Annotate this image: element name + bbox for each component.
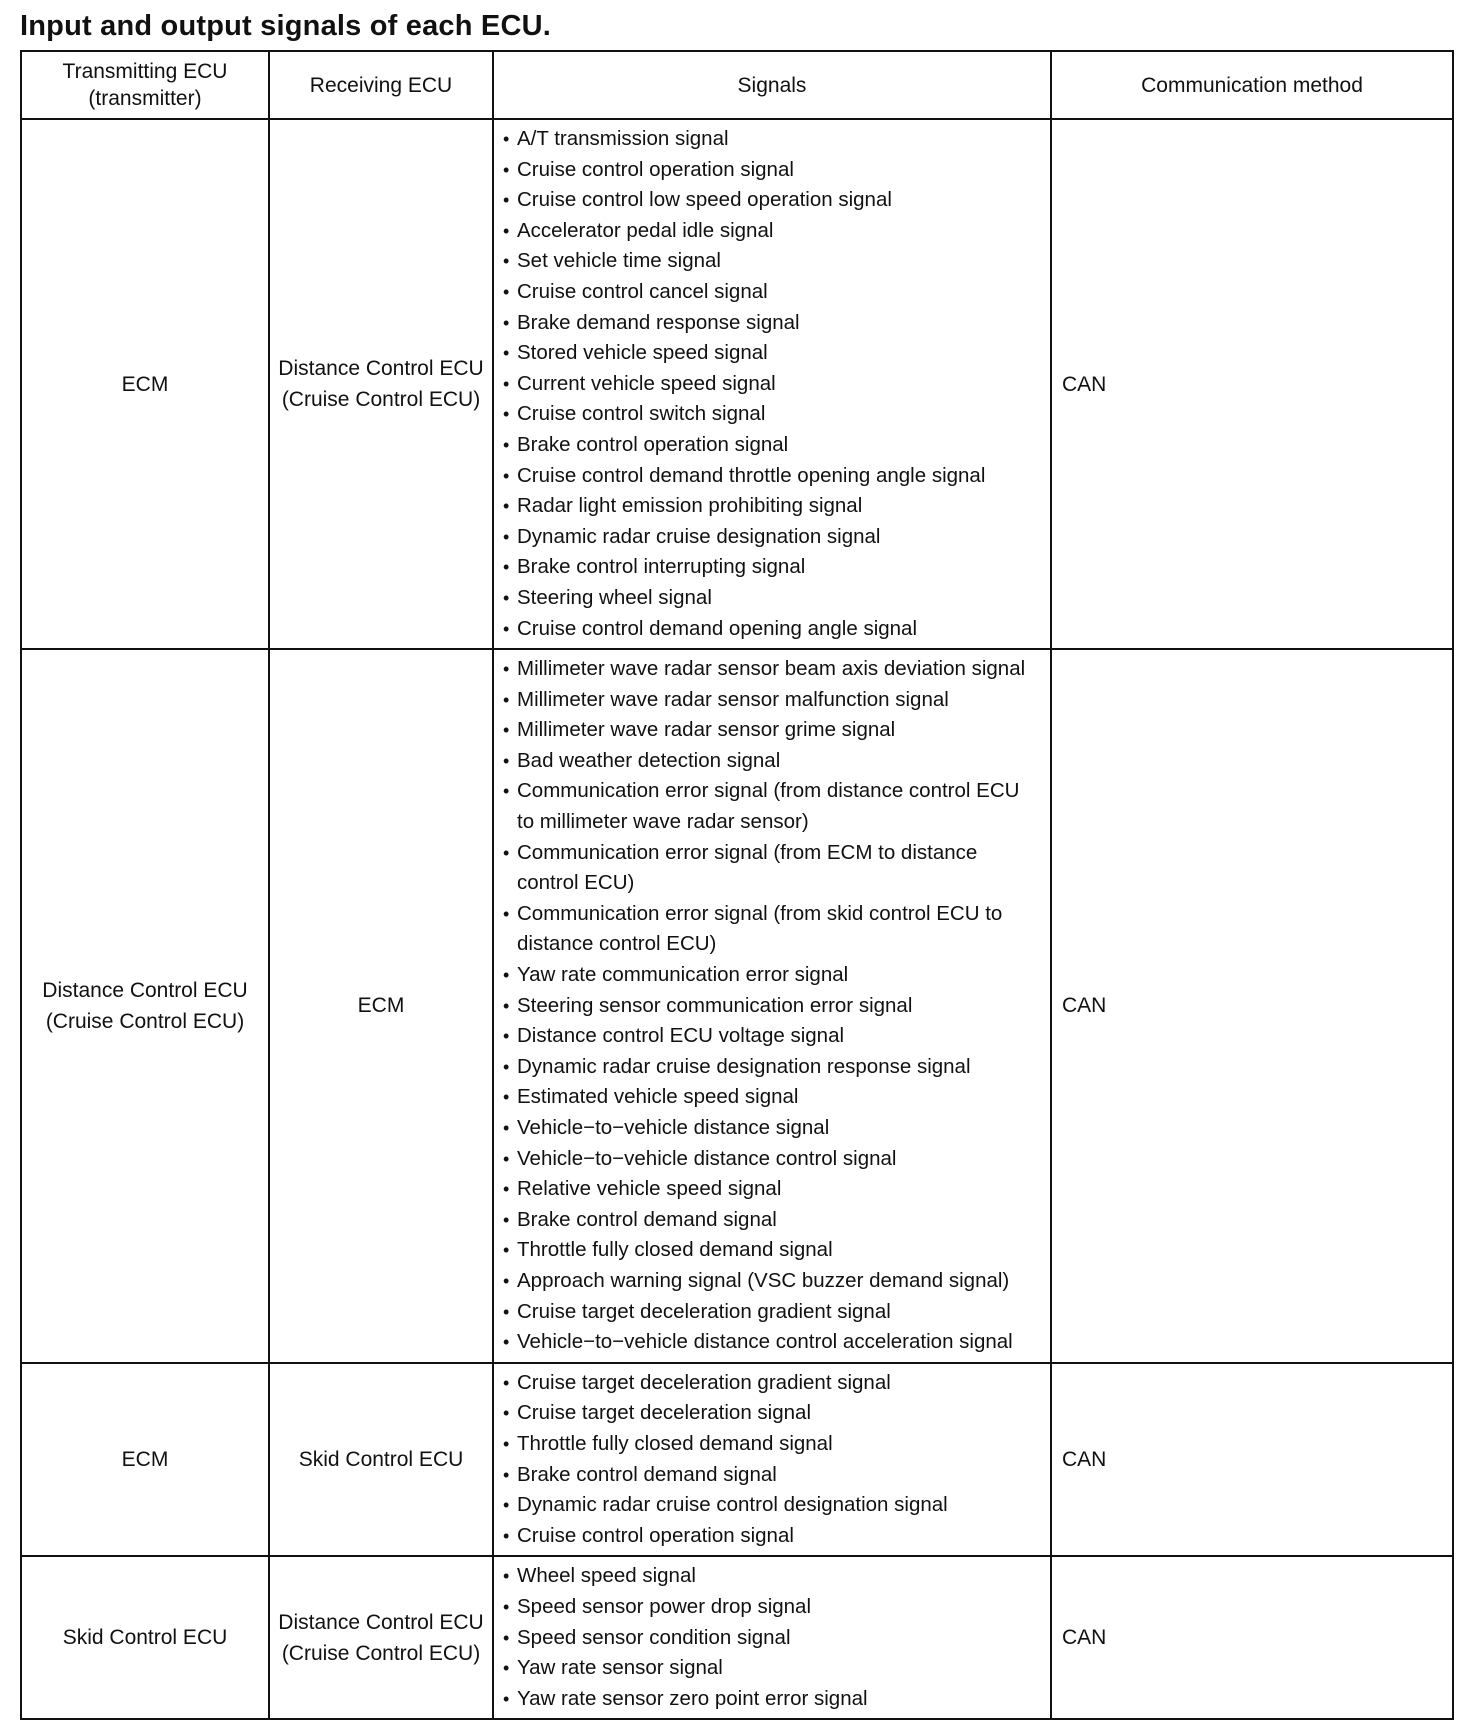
receiving-ecu-cell-line: Skid Control ECU bbox=[298, 1448, 464, 1472]
signal-item: • Approach warning signal (VSC buzzer demand signal) bbox=[503, 1266, 1040, 1297]
transmitting-ecu-cell-line: ECM bbox=[121, 1448, 169, 1472]
receiving-ecu-cell-line: ECM bbox=[357, 994, 405, 1018]
signal-item: • Throttle fully closed demand signal bbox=[503, 1429, 1040, 1460]
signal-list bbox=[503, 124, 1040, 644]
signal-item: • Speed sensor condition signal bbox=[503, 1623, 1040, 1654]
transmitting-ecu-cell-line: Skid Control ECU bbox=[62, 1626, 228, 1650]
signal-item: • Brake control interrupting signal bbox=[503, 552, 1040, 583]
communication-method-cell: CAN bbox=[1051, 649, 1453, 1363]
table-row bbox=[21, 1363, 1453, 1557]
signal-item: • Relative vehicle speed signal bbox=[503, 1174, 1040, 1205]
signal-item: • Steering wheel signal bbox=[503, 583, 1040, 614]
signal-item: • Wheel speed signal bbox=[503, 1561, 1040, 1592]
ecu-signals-table bbox=[20, 50, 1454, 1720]
signal-item: • Millimeter wave radar sensor beam axis deviation signal bbox=[503, 654, 1040, 685]
signal-item: • Yaw rate sensor zero point error signal bbox=[503, 1684, 1040, 1715]
signal-item: • Yaw rate communication error signal bbox=[503, 960, 1040, 991]
signal-item: • Communication error signal (from ECM to distance control ECU) bbox=[503, 838, 1040, 899]
signal-item: • Brake demand response signal bbox=[503, 308, 1040, 339]
header-transmitting-ecu bbox=[21, 51, 269, 119]
signal-item: • Current vehicle speed signal bbox=[503, 369, 1040, 400]
receiving-ecu-cell bbox=[269, 1556, 493, 1719]
signal-item: • Dynamic radar cruise designation signal bbox=[503, 522, 1040, 553]
signal-item: • Stored vehicle speed signal bbox=[503, 338, 1040, 369]
communication-method-cell: CAN bbox=[1051, 119, 1453, 649]
signal-item: • Cruise target deceleration gradient signal bbox=[503, 1297, 1040, 1328]
signal-item: • Distance control ECU voltage signal bbox=[503, 1021, 1040, 1052]
communication-method-cell: CAN bbox=[1051, 1363, 1453, 1557]
signal-list bbox=[503, 654, 1040, 1358]
signal-item: • Cruise target deceleration signal bbox=[503, 1398, 1040, 1429]
signal-item: • Communication error signal (from distance control ECU to millimeter wave radar sensor) bbox=[503, 776, 1040, 837]
signal-item: • Cruise control operation signal bbox=[503, 1521, 1040, 1552]
signal-list bbox=[503, 1561, 1040, 1714]
receiving-ecu-cell bbox=[269, 119, 493, 649]
signal-item: • A/T transmission signal bbox=[503, 124, 1040, 155]
signal-item: • Cruise control switch signal bbox=[503, 399, 1040, 430]
receiving-ecu-cell bbox=[269, 649, 493, 1363]
table-row bbox=[21, 649, 1453, 1363]
signal-item: • Cruise control cancel signal bbox=[503, 277, 1040, 308]
table-body bbox=[21, 119, 1453, 1719]
signal-item: • Cruise control demand opening angle signal bbox=[503, 614, 1040, 645]
receiving-ecu-cell-line: (Cruise Control ECU) bbox=[281, 388, 481, 412]
signal-item: • Steering sensor communication error signal bbox=[503, 991, 1040, 1022]
header-row bbox=[21, 51, 1453, 119]
table-row bbox=[21, 119, 1453, 649]
header-transmitting-line1: Transmitting ECU bbox=[62, 60, 228, 83]
header-transmitting-line2: (transmitter) bbox=[88, 87, 202, 110]
signal-item: • Millimeter wave radar sensor grime signal bbox=[503, 715, 1040, 746]
receiving-ecu-cell-line: Distance Control ECU bbox=[278, 357, 484, 381]
header-communication-method: Communication method bbox=[1051, 51, 1453, 119]
transmitting-ecu-cell bbox=[21, 649, 269, 1363]
transmitting-ecu-cell-line: ECM bbox=[121, 372, 169, 396]
signal-item: • Brake control demand signal bbox=[503, 1460, 1040, 1491]
signal-item: • Throttle fully closed demand signal bbox=[503, 1235, 1040, 1266]
signal-item: • Radar light emission prohibiting signal bbox=[503, 491, 1040, 522]
signals-cell bbox=[493, 1363, 1051, 1557]
signal-item: • Set vehicle time signal bbox=[503, 246, 1040, 277]
signal-list bbox=[503, 1368, 1040, 1552]
receiving-ecu-cell-line: Distance Control ECU bbox=[278, 1610, 484, 1634]
signal-item: • Brake control operation signal bbox=[503, 430, 1040, 461]
signal-item: • Cruise control operation signal bbox=[503, 155, 1040, 186]
signal-item: • Vehicle−to−vehicle distance signal bbox=[503, 1113, 1040, 1144]
header-signals: Signals bbox=[493, 51, 1051, 119]
signal-item: • Speed sensor power drop signal bbox=[503, 1592, 1040, 1623]
transmitting-ecu-cell-line: Distance Control ECU bbox=[42, 978, 248, 1002]
communication-method-cell: CAN bbox=[1051, 1556, 1453, 1719]
signal-item: • Dynamic radar cruise designation response signal bbox=[503, 1052, 1040, 1083]
signals-cell bbox=[493, 119, 1051, 649]
signal-item: • Vehicle−to−vehicle distance control signal bbox=[503, 1144, 1040, 1175]
transmitting-ecu-cell bbox=[21, 1556, 269, 1719]
signal-item: • Cruise control low speed operation signal bbox=[503, 185, 1040, 216]
signal-item: • Accelerator pedal idle signal bbox=[503, 216, 1040, 247]
transmitting-ecu-cell bbox=[21, 119, 269, 649]
transmitting-ecu-cell bbox=[21, 1363, 269, 1557]
signals-cell bbox=[493, 1556, 1051, 1719]
signal-item: • Millimeter wave radar sensor malfunction signal bbox=[503, 685, 1040, 716]
signal-item: • Cruise control demand throttle opening angle signal bbox=[503, 461, 1040, 492]
transmitting-ecu-cell-line: (Cruise Control ECU) bbox=[45, 1009, 245, 1033]
signal-item: • Yaw rate sensor signal bbox=[503, 1653, 1040, 1684]
receiving-ecu-cell-line: (Cruise Control ECU) bbox=[281, 1641, 481, 1665]
receiving-ecu-cell bbox=[269, 1363, 493, 1557]
signal-item: • Bad weather detection signal bbox=[503, 746, 1040, 777]
signal-item: • Brake control demand signal bbox=[503, 1205, 1040, 1236]
signal-item: • Cruise target deceleration gradient signal bbox=[503, 1368, 1040, 1399]
signal-item: • Vehicle−to−vehicle distance control acceleration signal bbox=[503, 1327, 1040, 1358]
signal-item: • Communication error signal (from skid control ECU to distance control ECU) bbox=[503, 899, 1040, 960]
signal-item: • Dynamic radar cruise control designation signal bbox=[503, 1490, 1040, 1521]
header-receiving-ecu: Receiving ECU bbox=[269, 51, 493, 119]
page-title: Input and output signals of each ECU. bbox=[20, 10, 552, 42]
signal-item: • Estimated vehicle speed signal bbox=[503, 1082, 1040, 1113]
table-row bbox=[21, 1556, 1453, 1719]
signals-cell bbox=[493, 649, 1051, 1363]
